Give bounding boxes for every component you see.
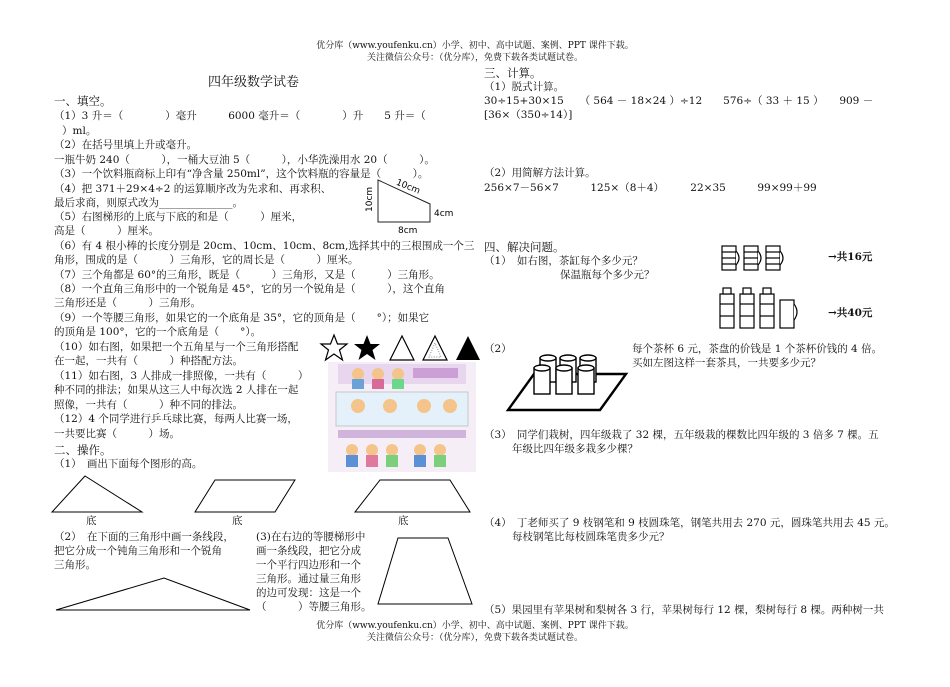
q8-line-b: 三角形还是（ ）三角形。: [54, 297, 201, 309]
section-operation: 二、操作。: [54, 443, 112, 457]
q6-line-a: （6）有 4 根小棒的长度分别是 20cm、10cm、10cm、8cm,选择其中的三根围成一个三: [54, 240, 475, 252]
q3-line: （3）一个饮料瓶商标上印有“净含量 250ml”，这个饮料瓶的容量是（ ）。: [54, 168, 429, 180]
p4-line-a: （4） 丁老师买了 9 枝钢笔和 9 枝圆珠笔，钢笔共用去 270 元，圆珠笔共用去 45 元。: [484, 517, 895, 529]
p3-line-a: （3） 同学们栽树，四年级栽了 32 棵，五年级栽的棵数比四年级的 3 倍多 7 棵。五: [484, 429, 879, 441]
trap-right-label: 4cm: [434, 209, 454, 219]
children-photo-illustration: [328, 362, 476, 472]
q12-line-b: 一共要比赛（ ）场。: [54, 428, 180, 440]
p2-line-a: 每个茶杯 6 元，茶盘的价钱是 1 个茶杯价钱的 4 倍。: [632, 343, 883, 355]
op1-line: （1） 画出下面每个图形的高。: [54, 458, 203, 470]
calc2-line-a: 256×7－56×7 125×（8＋4） 22×35 99×99＋99: [484, 182, 817, 194]
header-line-1: 优分库（www.youfenku.cn）小学、初中、高中试题、案例、PPT 课件下载。: [316, 41, 634, 51]
q2-line: （2）在括号里填上升或毫升。: [54, 139, 198, 151]
q2-line-a: 一瓶牛奶 240（ ），一桶大豆油 5（ ），小华洗澡用水 20（ ）。: [54, 154, 435, 166]
op3-line-a: (3)在右边的等腰梯形中: [256, 531, 366, 543]
page-title: 四年级数学试卷: [208, 75, 300, 90]
outline-star-icon: [321, 335, 347, 360]
price-label-16: →共16元: [828, 251, 873, 263]
p1-line-a: （1） 如右图，茶缸每个多少元？: [484, 255, 643, 267]
q9-line-a: （9）一个等腰三角形，如果它的一个底角是 35°，它的顶角是（ °）；如果它: [54, 312, 430, 324]
header-line-2: 关注微信公众号：（优分库），免费下载各类试题试卷。: [366, 53, 583, 63]
q4-line-b: 最后求商，则原式改为______________。: [54, 197, 243, 209]
filled-star-icon: [354, 335, 380, 360]
outline-triangle-icon: [390, 336, 414, 360]
trap-left-label: 10cm: [365, 186, 375, 212]
calc1-line-b: [36×（350÷14）]: [484, 109, 573, 121]
filled-triangle-icon: [456, 336, 480, 360]
p2-label: （2）: [484, 343, 512, 355]
q6-line-b: 角形，围成的是（ ）三角形，它的周长是（ ）厘米。: [54, 254, 359, 266]
footer-line-1: 优分库（www.youfenku.cn）小学、初中、高中试题、案例、PPT 课件下载。: [316, 621, 634, 631]
op3-line-f: （ ）等腰三角形。: [256, 601, 372, 613]
section-calculation: 三、计算。: [484, 66, 542, 80]
section-problems: 四、解决问题。: [484, 240, 565, 254]
q4-line-a: （4）把 371＋29×4÷2 的运算顺序改为先求和、再求积、: [54, 183, 332, 195]
p3-line-b: 年级比四年级多栽多少棵？: [512, 443, 638, 455]
op2-line-c: 三角形。: [54, 559, 96, 571]
calc1-title: （1）脱式计算。: [484, 81, 565, 93]
op3-line-b: 画一条线段，把它分成: [256, 545, 361, 557]
triangle-shape-1: [52, 476, 142, 512]
calc2-title: （2）用简解方法计算。: [484, 167, 596, 179]
q11-line-a: （11）如右图，3 人排成一排照像，一共有（ ）: [54, 370, 309, 382]
op2-line-a: （2） 在下面的三角形中画一条线段，: [54, 531, 234, 543]
q10-line-a: （10）如右图，如果把一个五角星与一个三角形搭配: [54, 341, 299, 353]
op2-line-b: 把它分成一个钝角三角形和一个锐角: [54, 545, 222, 557]
shapes-row: [320, 333, 490, 363]
section-fill-in: 一、填空。: [54, 94, 112, 108]
p4-line-b: 每枝钢笔比每枝圆珠笔贵多少元？: [512, 531, 670, 543]
op2-triangle: [54, 576, 254, 616]
dotted-triangle-icon: [423, 336, 447, 360]
q5-line-b: 高是（ ）厘米。: [54, 225, 159, 237]
op3-line-e: 的边可发现：这是一个: [256, 587, 361, 599]
q1-line-a: （1）3 升＝（ ）毫升 6000 毫升＝（ ）升 5 升＝（: [54, 110, 426, 122]
p5-line: （5）果园里有苹果树和梨树各 3 行，苹果树每行 12 棵，梨树每行 8 棵。两种树一共: [484, 604, 884, 616]
q1-line-b: ）ml。: [62, 125, 97, 137]
trapezoid-figure: [360, 170, 460, 240]
base-label-3: 底: [398, 515, 409, 527]
q11-line-b: 种不同的排法；如果从这三人中每次选 2 人排在一起: [54, 384, 299, 396]
q12-line-a: （12）4 个同学进行乒乓球比赛，每两人比赛一场，: [54, 413, 298, 425]
mugs-thermos-figure: [718, 236, 828, 336]
trap-bottom-label: 8cm: [398, 226, 418, 236]
q5-line-a: （5）右图梯形的上底与下底的和是（ ）厘米，: [54, 211, 303, 223]
base-label-1: 底: [86, 515, 97, 527]
p2-line-b: 买如左图这样一套茶具，一共要多少元？: [632, 357, 821, 369]
trapezoid-shape: [355, 480, 470, 512]
p1-line-b: 保温瓶每个多少元？: [560, 269, 655, 281]
q11-line-c: 照像，一共有（ ）种不同的排法。: [54, 399, 243, 411]
op3-isosceles-trapezoid: [376, 534, 476, 610]
base-label-2: 底: [232, 515, 243, 527]
height-shapes: [50, 472, 490, 517]
trap-top-label: 10cm: [394, 177, 422, 197]
parallelogram-shape: [195, 480, 295, 512]
footer-line-2: 关注微信公众号：（优分库），免费下载各类试题试卷。: [366, 633, 583, 643]
op3-line-d: 三角形。通过量三角形: [256, 573, 361, 585]
calc1-line-a: 30÷15+30×15 （ 564 － 18×24 ）÷12 576÷（ 33 ＋ 15 ） 909 －: [484, 95, 874, 107]
q10-line-b: 在一起，一共有（ ）种搭配方法。: [54, 355, 243, 367]
tea-set-figure: [504, 348, 628, 416]
q9-line-b: 的顶角是 100°，它的一个底角是（ °）。: [54, 326, 262, 338]
q7-line: （7）三个角都是 60°的三角形，既是（ ）三角形，又是（ ）三角形。: [54, 269, 440, 281]
price-label-40: →共40元: [828, 307, 873, 319]
op3-line-c: 一个平行四边形和一个: [256, 559, 361, 571]
q8-line-a: （8）一个直角三角形中的一个锐角是 45°，它的另一个锐角是（ ），这个直角: [54, 283, 445, 295]
